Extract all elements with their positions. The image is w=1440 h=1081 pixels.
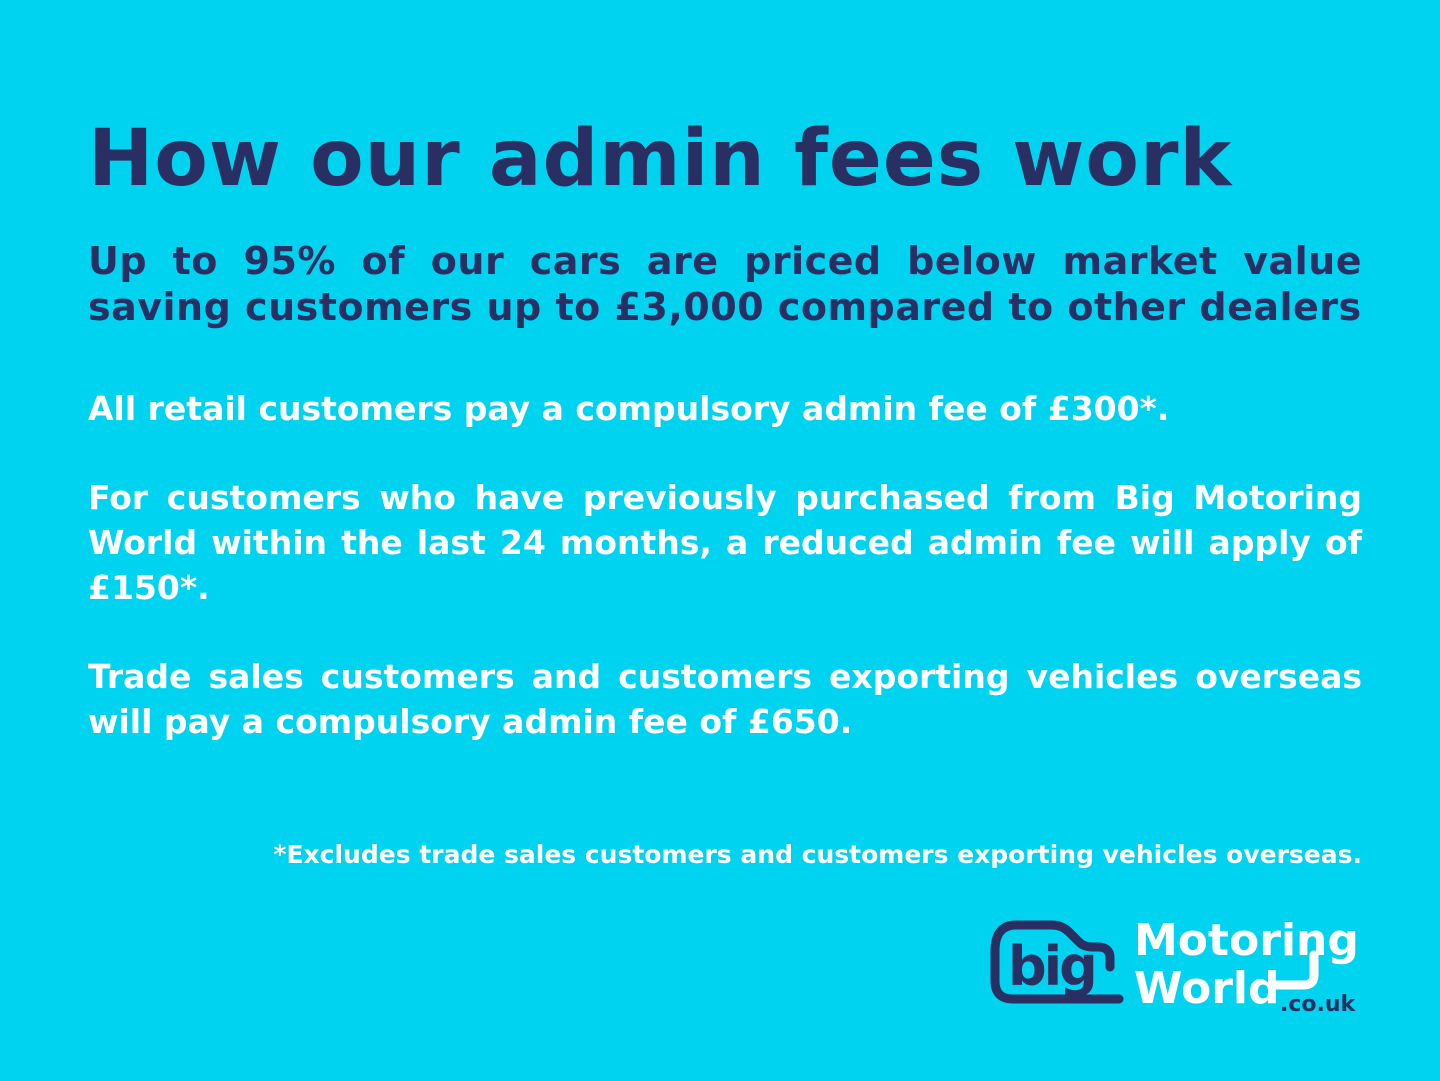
paragraph-retail-fee: All retail customers pay a compulsory admin fee of £300*. [88,389,1170,428]
paragraph-trade-export-fee: Trade sales customers and customers exporting vehicles overseas will pay a compulsory admin fee of £650. [88,657,1362,741]
content-area [88,0,1362,744]
footnote: *Excludes trade sales customers and customers exporting vehicles overseas. [273,840,1362,869]
brand-domain-suffix: .co.uk [1280,992,1356,1017]
brand-name-motoring: Motoring [1134,915,1359,966]
subtitle: Up to 95% of our cars are priced below market value saving customers up to £3,000 compared to other dealers [88,239,1362,329]
big-logo-text: big [1008,935,1095,998]
brand-logo [982,905,1364,1017]
page-title: How our admin fees work [88,114,1233,204]
brand-name-world: World [1134,963,1280,1014]
paragraph-repeat-customer-fee: For customers who have previously purchased from Big Motoring World within the last 24 months, a reduced admin fee will apply of £150*. [88,478,1362,607]
